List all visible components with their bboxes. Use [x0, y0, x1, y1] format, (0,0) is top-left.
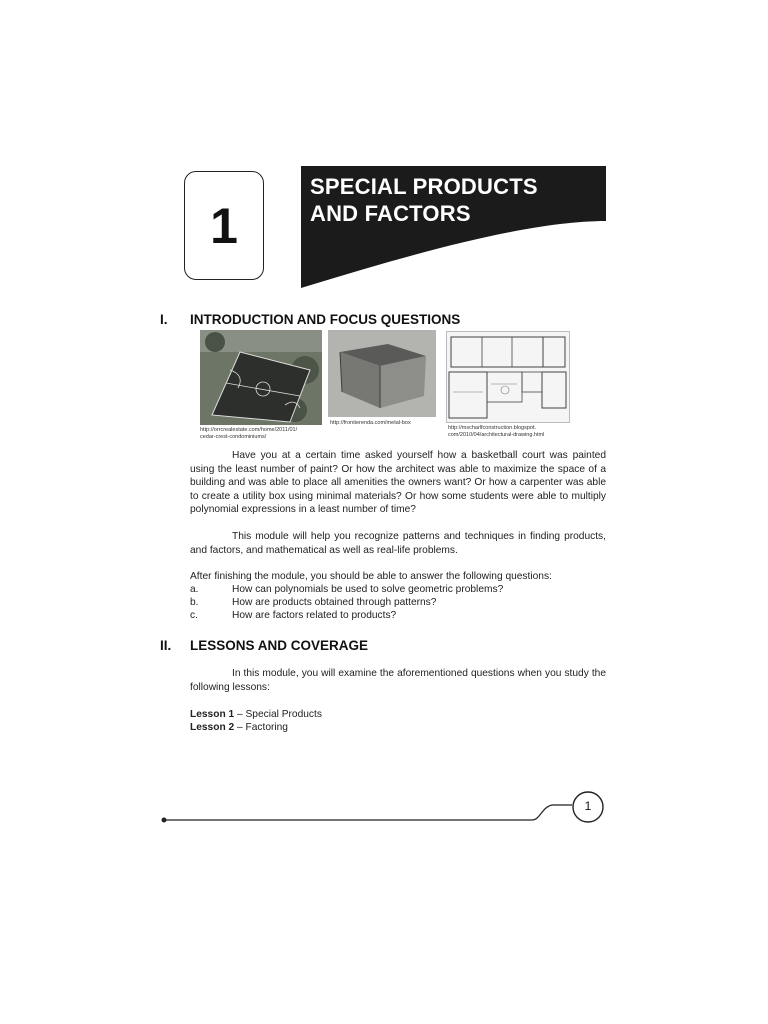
lesson-2: [190, 721, 288, 735]
image3-caption-line1: http://mscharlfconstruction.blogspot.: [448, 425, 537, 431]
footer-rule: [160, 790, 610, 835]
question-a-letter: a.: [190, 584, 199, 595]
lesson-1: [190, 708, 322, 722]
image3-caption: [448, 425, 578, 438]
image1-caption: [200, 427, 325, 440]
section2-heading: LESSONS AND COVERAGE: [190, 638, 369, 653]
basketball-court-photo: [200, 330, 322, 425]
module-number-box: [184, 171, 264, 280]
module-title: [310, 173, 600, 227]
question-a-text: How can polynomials be used to solve geometric problems?: [232, 584, 504, 595]
lesson-2-title: Factoring: [245, 722, 288, 733]
utility-box-photo: [328, 330, 436, 417]
question-c-text: How are factors related to products?: [232, 610, 397, 621]
intro-paragraph: Have you at a certain time asked yourself how a basketball court was painted using the least number of paint? Or how the architect was able to maximize the space of a building and was able to place all amenities the owners want? Or how a carpenter was able to create a utility box using minimal materials? Or how some students were able to multiply polynomial expressions in a least number of time?: [190, 450, 606, 515]
lessons-paragraph: In this module, you will examine the aforementioned questions when you study the following lessons:: [190, 668, 606, 693]
image3-caption-line2: com/2010/04/architectural-drawing.html: [448, 431, 545, 438]
module-title-line2: AND FACTORS: [310, 201, 471, 226]
image2-caption-line1: http://frontierenda.com/metal-box: [330, 420, 411, 426]
lesson-2-label: Lesson 2: [190, 722, 235, 733]
lesson-1-title: Special Products: [245, 709, 322, 720]
lesson-2-dash: –: [234, 722, 246, 733]
question-b-text: How are products obtained through patterns?: [232, 597, 437, 608]
question-b-letter: b.: [190, 597, 199, 608]
module-number: 1: [210, 197, 238, 254]
floor-plan-drawing: [446, 331, 570, 423]
section2-roman: II.: [160, 638, 172, 653]
module-purpose-paragraph: This module will help you recognize patterns and techniques in finding products, and factors, and mathematical as well as real-life problems.: [190, 531, 606, 556]
question-c-letter: c.: [190, 610, 198, 621]
lesson-1-dash: –: [234, 709, 246, 720]
image1-caption-line1: http://orrcrealestate.com/home/2011/01/: [200, 427, 298, 433]
module-title-line1: SPECIAL PRODUCTS: [310, 174, 538, 199]
section1-heading: INTRODUCTION AND FOCUS QUESTIONS: [190, 312, 461, 327]
questions-intro: After finishing the module, you should be able to answer the following questions:: [190, 571, 552, 582]
section1-roman: I.: [160, 312, 168, 327]
image2-caption: [330, 420, 440, 427]
lesson-1-label: Lesson 1: [190, 709, 235, 720]
page-number: 1: [584, 799, 592, 813]
image1-caption-line2: cedar-crest-condominiums/: [200, 433, 267, 440]
